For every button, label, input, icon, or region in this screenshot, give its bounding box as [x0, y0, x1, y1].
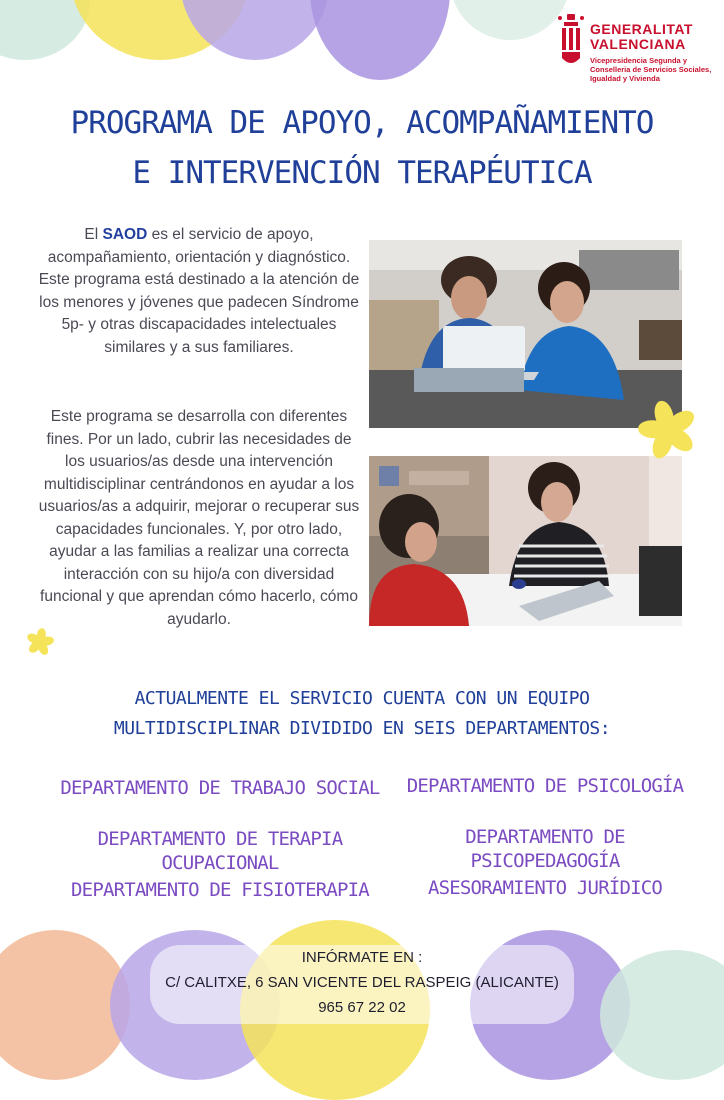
contact-address: C/ CALITXE, 6 SAN VICENTE DEL RASPEIG (ALICANTE) [165, 974, 559, 991]
department-psychology: DEPARTAMENTO DE PSICOLOGÍA [406, 775, 684, 797]
logo-name: GENERALITAT VALENCIANA [590, 21, 693, 52]
decor-blob-lavender-top-2 [310, 0, 450, 80]
team-heading: ACTUALMENTE EL SERVICIO CUENTA CON UN EQUIPO MULTIDISCIPLINAR DIVIDIDO EN SEIS DEPARTAMENTOS: [113, 688, 611, 739]
flower-icon [636, 398, 700, 462]
decor-blob-mint-top-2 [450, 0, 570, 40]
purpose-paragraph: Este programa se desarrolla con diferentes fines. Por un lado, cubrir las necesidades de los usuarios/as desde una intervención multidisciplinar centrándonos en ayudar a los usuarios/as a adquirir, mejorar o recuperar sus capacidades funcionales. Y, por otro lado, ayudar a las familias a realizar una correcta interacción con su hijo/a con diversidad funcional y que aprendan cómo hacerlo, cómo ayudarlo. [38, 408, 360, 628]
decor-blob-lavender-top [180, 0, 330, 60]
flower-icon-small [24, 626, 56, 658]
page-title: PROGRAMA DE APOYO, ACOMPAÑAMIENTO E INTERVENCIÓN TERAPÉUTICA [70, 105, 654, 191]
intro-paragraph [36, 224, 362, 359]
department-psychopedagogy: DEPARTAMENTO DE PSICOPEDAGOGÍA [465, 826, 625, 872]
saod-highlight: SAOD [102, 226, 148, 243]
photo-therapy-session [369, 456, 682, 626]
intro-prefix: El [84, 226, 103, 243]
contact-phone: 965 67 22 02 [318, 999, 406, 1016]
generalitat-logo [558, 10, 718, 90]
intro-text: es el servicio de apoyo, acompañamiento, orientación y diagnóstico. Este programa está destinado a la atención de los menores y jóvenes que padecen Síndrome 5p- y otras discapacidades intelectuales similares y a sus familiares. [38, 226, 360, 356]
department-occupational-therapy: DEPARTAMENTO DE TERAPIA OCUPACIONAL [97, 828, 343, 874]
department-physiotherapy: DEPARTAMENTO DE FISIOTERAPIA [71, 879, 369, 901]
logo-subtitle: Vicepresidencia Segunda y Conselleria de Servicios Sociales, Igualdad y Vivienda [590, 56, 712, 83]
coat-of-arms-icon [558, 12, 584, 70]
legal-advice: ASESORAMIENTO JURÍDICO [427, 877, 663, 899]
department-social-work: DEPARTAMENTO DE TRABAJO SOCIAL [60, 777, 380, 799]
decor-blob-mint-top [0, 0, 90, 60]
contact-heading: INFÓRMATE EN : [301, 949, 423, 966]
